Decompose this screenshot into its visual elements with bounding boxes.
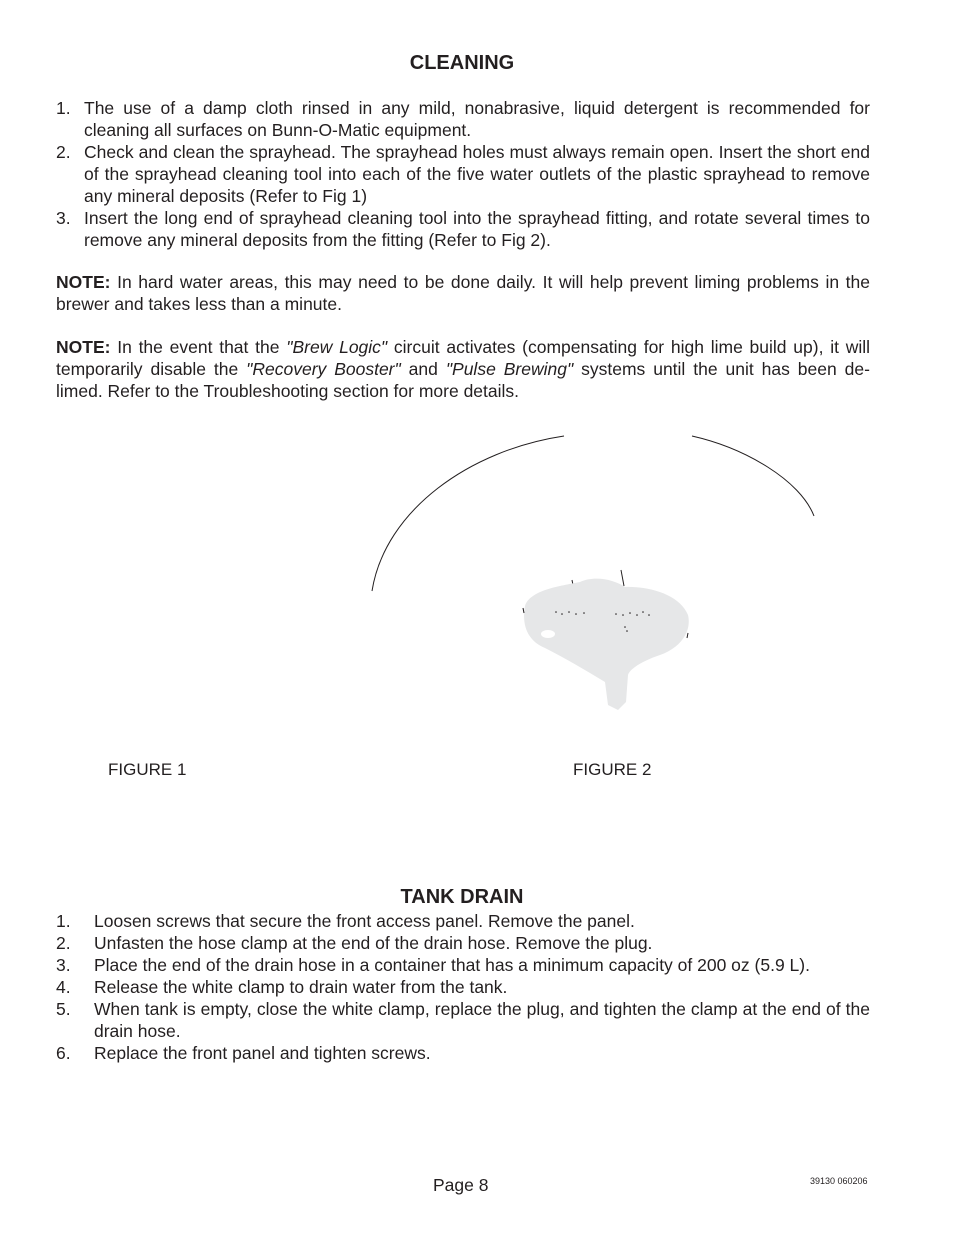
step-number: 5. <box>56 999 71 1019</box>
step-number: 2. <box>56 142 71 162</box>
figure-illustrations <box>0 420 954 740</box>
step-number: 3. <box>56 955 71 975</box>
step-number: 2. <box>56 933 71 953</box>
step-text: Insert the long end of sprayhead cleaning tool into the sprayhead fitting, and rotate several times to remove any mineral deposits from the fitting (Refer to Fig 2). <box>84 208 870 250</box>
cleaning-step <box>56 207 870 251</box>
cleaning-steps-list <box>56 97 870 251</box>
step-number: 3. <box>56 208 71 228</box>
note-text-part: systems until the unit has been de-limed. Refer to the Troubleshooting section for more details. <box>56 359 870 401</box>
figure-1-label: FIGURE 1 <box>108 760 187 779</box>
drain-step <box>56 976 870 998</box>
page-number: Page 8 <box>433 1175 489 1195</box>
note-text: In hard water areas, this may need to be done daily. It will help prevent liming problems in the brewer and takes less than a minute. <box>56 272 870 314</box>
term-pulse-brewing: "Pulse Brewing" <box>445 359 574 379</box>
step-text: The use of a damp cloth rinsed in any mild, nonabrasive, liquid detergent is recommended for cleaning all surfaces on Bunn-O-Matic equipment. <box>84 98 870 140</box>
step-number: 1. <box>56 98 71 118</box>
step-number: 1. <box>56 911 71 931</box>
note-label: NOTE: <box>56 337 111 357</box>
drain-step <box>56 998 870 1042</box>
cleaning-heading: CLEANING <box>409 52 515 74</box>
step-text: When tank is empty, close the white clamp, replace the plug, and tighten the clamp at the end of the drain hose. <box>94 999 870 1041</box>
note-text-part: circuit activates (compensating for high lime build up), it will temporarily disable the <box>56 337 870 379</box>
drain-step <box>56 1042 870 1064</box>
note-hard-water <box>56 271 870 315</box>
step-text: Unfasten the hose clamp at the end of the drain hose. Remove the plug. <box>94 933 653 953</box>
note-brew-logic <box>56 336 870 402</box>
step-text: Release the white clamp to drain water from the tank. <box>94 977 508 997</box>
step-number: 6. <box>56 1043 71 1063</box>
step-text: Place the end of the drain hose in a container that has a minimum capacity of 200 oz (5.9 L). <box>94 955 810 975</box>
note-text-part: In the event that the <box>117 337 280 357</box>
cleaning-step <box>56 97 870 141</box>
term-brew-logic: "Brew Logic" <box>286 337 388 357</box>
drain-step <box>56 910 870 932</box>
document-code: 39130 060206 <box>810 1176 868 1186</box>
tank-drain-heading: TANK DRAIN <box>400 886 524 908</box>
sprayhead-illustration <box>523 579 689 710</box>
illustration-arc-left <box>372 436 564 591</box>
tank-drain-steps-list <box>56 910 870 1064</box>
drain-step <box>56 932 870 954</box>
step-text: Loosen screws that secure the front access panel. Remove the panel. <box>94 911 635 931</box>
step-text: Check and clean the sprayhead. The sprayhead holes must always remain open. Insert the short end of the sprayhead cleaning tool into each of the five water outlets of the plastic sprayhead to remove any mineral deposits (Refer to Fig 1) <box>84 142 870 206</box>
term-recovery-booster: "Recovery Booster" <box>246 359 401 379</box>
step-text: Replace the front panel and tighten screws. <box>94 1043 431 1063</box>
note-label: NOTE: <box>56 272 111 292</box>
step-number: 4. <box>56 977 71 997</box>
note-text-part: and <box>408 359 438 379</box>
cleaning-step <box>56 141 870 207</box>
illustration-tick <box>621 570 624 586</box>
illustration-arc-right <box>692 436 814 516</box>
figure-2-label: FIGURE 2 <box>573 760 652 779</box>
drain-step <box>56 954 870 976</box>
